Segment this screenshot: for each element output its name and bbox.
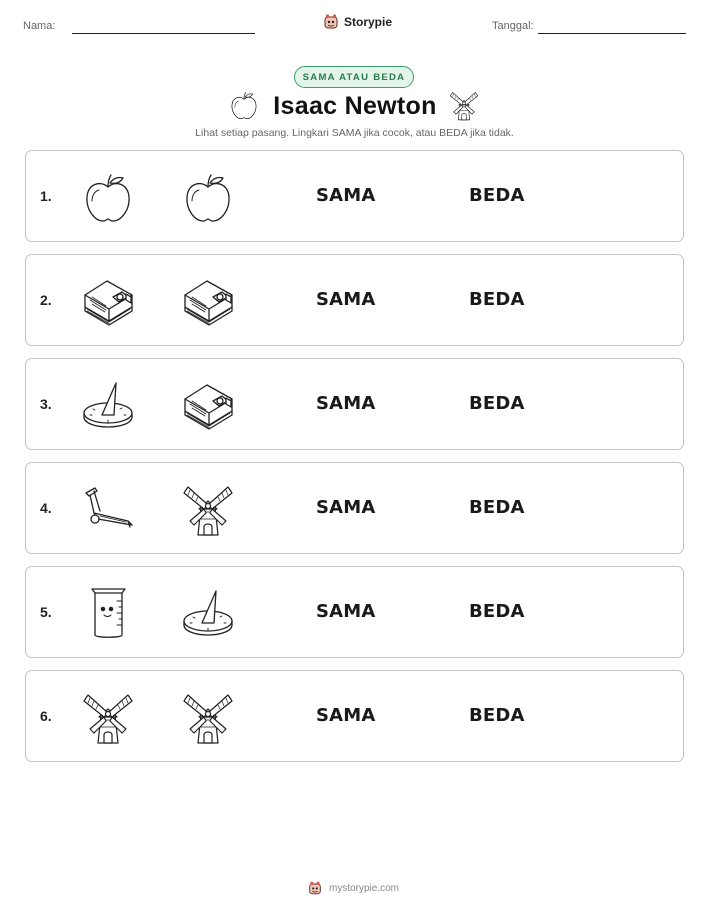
different-choice[interactable]: BEDA [469, 497, 525, 518]
sundial-icon [180, 585, 236, 641]
question-row-2 [25, 254, 684, 346]
question-number: 6. [40, 708, 52, 724]
question-number: 3. [40, 396, 52, 412]
treadmill-icon [80, 481, 136, 537]
question-row-3 [25, 358, 684, 450]
windmill-icon [180, 689, 236, 745]
question-number: 1. [40, 188, 52, 204]
measuring-cup-icon [80, 585, 136, 641]
activity-badge: SAMA ATAU BEDA [294, 66, 414, 88]
date-label: Tanggal: [492, 20, 534, 32]
question-row-1 [25, 150, 684, 242]
question-number: 5. [40, 604, 52, 620]
apple-icon [180, 169, 236, 225]
different-choice[interactable]: BEDA [469, 185, 525, 206]
book-icon [80, 273, 136, 329]
question-row-6 [25, 670, 684, 762]
question-row-4 [25, 462, 684, 554]
page-title: Isaac Newton [273, 92, 437, 120]
book-icon [180, 273, 236, 329]
same-choice[interactable]: SAMA [316, 289, 376, 310]
storypie-mascot-icon [322, 13, 340, 30]
instruction-text: Lihat setiap pasang. Lingkari SAMA jika cocok, atau BEDA jika tidak. [195, 127, 514, 139]
windmill-icon [180, 481, 236, 537]
same-choice[interactable]: SAMA [316, 705, 376, 726]
question-number: 4. [40, 500, 52, 516]
different-choice[interactable]: BEDA [469, 705, 525, 726]
windmill-icon [80, 689, 136, 745]
date-field-line[interactable] [538, 33, 686, 34]
question-row-5 [25, 566, 684, 658]
same-choice[interactable]: SAMA [316, 185, 376, 206]
question-number: 2. [40, 292, 52, 308]
brand-name: Storypie [344, 14, 393, 29]
footer [307, 880, 399, 896]
same-choice[interactable]: SAMA [316, 601, 376, 622]
same-choice[interactable]: SAMA [316, 497, 376, 518]
footer-url: mystorypie.com [329, 882, 400, 894]
apple-icon [228, 89, 260, 121]
name-label: Nama: [23, 20, 56, 32]
same-choice[interactable]: SAMA [316, 393, 376, 414]
different-choice[interactable]: BEDA [469, 393, 525, 414]
storypie-mascot-icon [307, 880, 323, 896]
windmill-icon [448, 89, 480, 121]
sundial-icon [80, 377, 136, 433]
different-choice[interactable]: BEDA [469, 601, 525, 622]
name-field-line[interactable] [72, 33, 255, 34]
book-icon [180, 377, 236, 433]
brand-logo [322, 13, 392, 30]
apple-icon [80, 169, 136, 225]
different-choice[interactable]: BEDA [469, 289, 525, 310]
